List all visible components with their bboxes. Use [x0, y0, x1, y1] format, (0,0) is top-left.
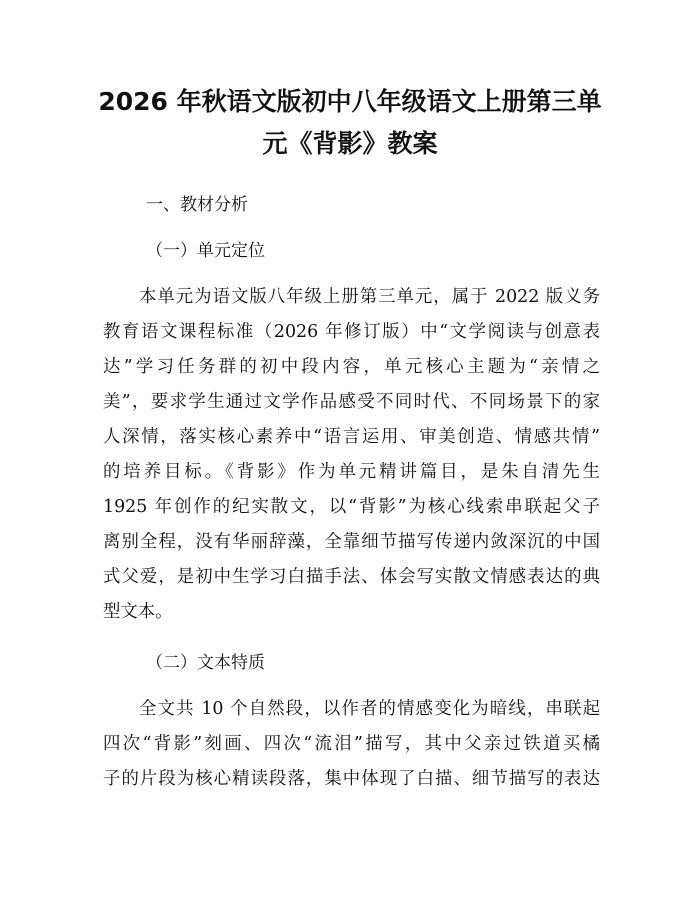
paragraph-2-line-3: 子的片段为核心精读段落，集中体现了白描、细节描写的表达: [103, 769, 600, 789]
paragraph-1-line-10: 型文本。: [103, 602, 173, 622]
paragraph-1-line-1: 本单元为语文版八年级上册第三单元，属于 2022 版义务: [139, 287, 600, 307]
paragraph-1-line-8: 离别全程，没有华丽辞藻，全靠细节描写传递内敛深沉的中国: [103, 532, 600, 552]
paragraph-1-line-4: 美”，要求学生通过文学作品感受不同时代、不同场景下的家: [103, 392, 600, 412]
paragraph-1-line-7: 1925 年创作的纪实散文，以“背影”为核心线索串联起父子: [103, 497, 600, 517]
paragraph-2-line-2: 四次“背影”刻画、四次“流泪”描写，其中父亲过铁道买橘: [103, 734, 600, 754]
paragraph-1-line-5: 人深情，落实核心素养中“语言运用、审美创造、情感共情”: [103, 427, 600, 447]
document-title-line-2: 元《背影》教案: [262, 129, 438, 158]
paragraph-1-line-2: 教育语文课程标准（2026 年修订版）中“文学阅读与创意表: [103, 322, 600, 342]
paragraph-1-line-3: 达”学习任务群的初中段内容，单元核心主题为“亲情之: [103, 357, 600, 377]
paragraph-1-line-9: 式父爱，是初中生学习白描手法、体会写实散文情感表达的典: [103, 567, 600, 587]
section-heading-textbook-analysis: 一、教材分析: [146, 195, 248, 215]
document-title-line-1: 2026 年秋语文版初中八年级语文上册第三单: [98, 87, 602, 116]
paragraph-1-line-6: 的培养目标。《背影》作为单元精讲篇目，是朱自清先生: [103, 462, 600, 482]
subsection-heading-text-features: （二）文本特质: [146, 653, 265, 673]
paragraph-2-line-1: 全文共 10 个自然段，以作者的情感变化为暗线，串联起: [139, 699, 600, 719]
subsection-heading-unit-positioning: （一）单元定位: [146, 241, 265, 261]
